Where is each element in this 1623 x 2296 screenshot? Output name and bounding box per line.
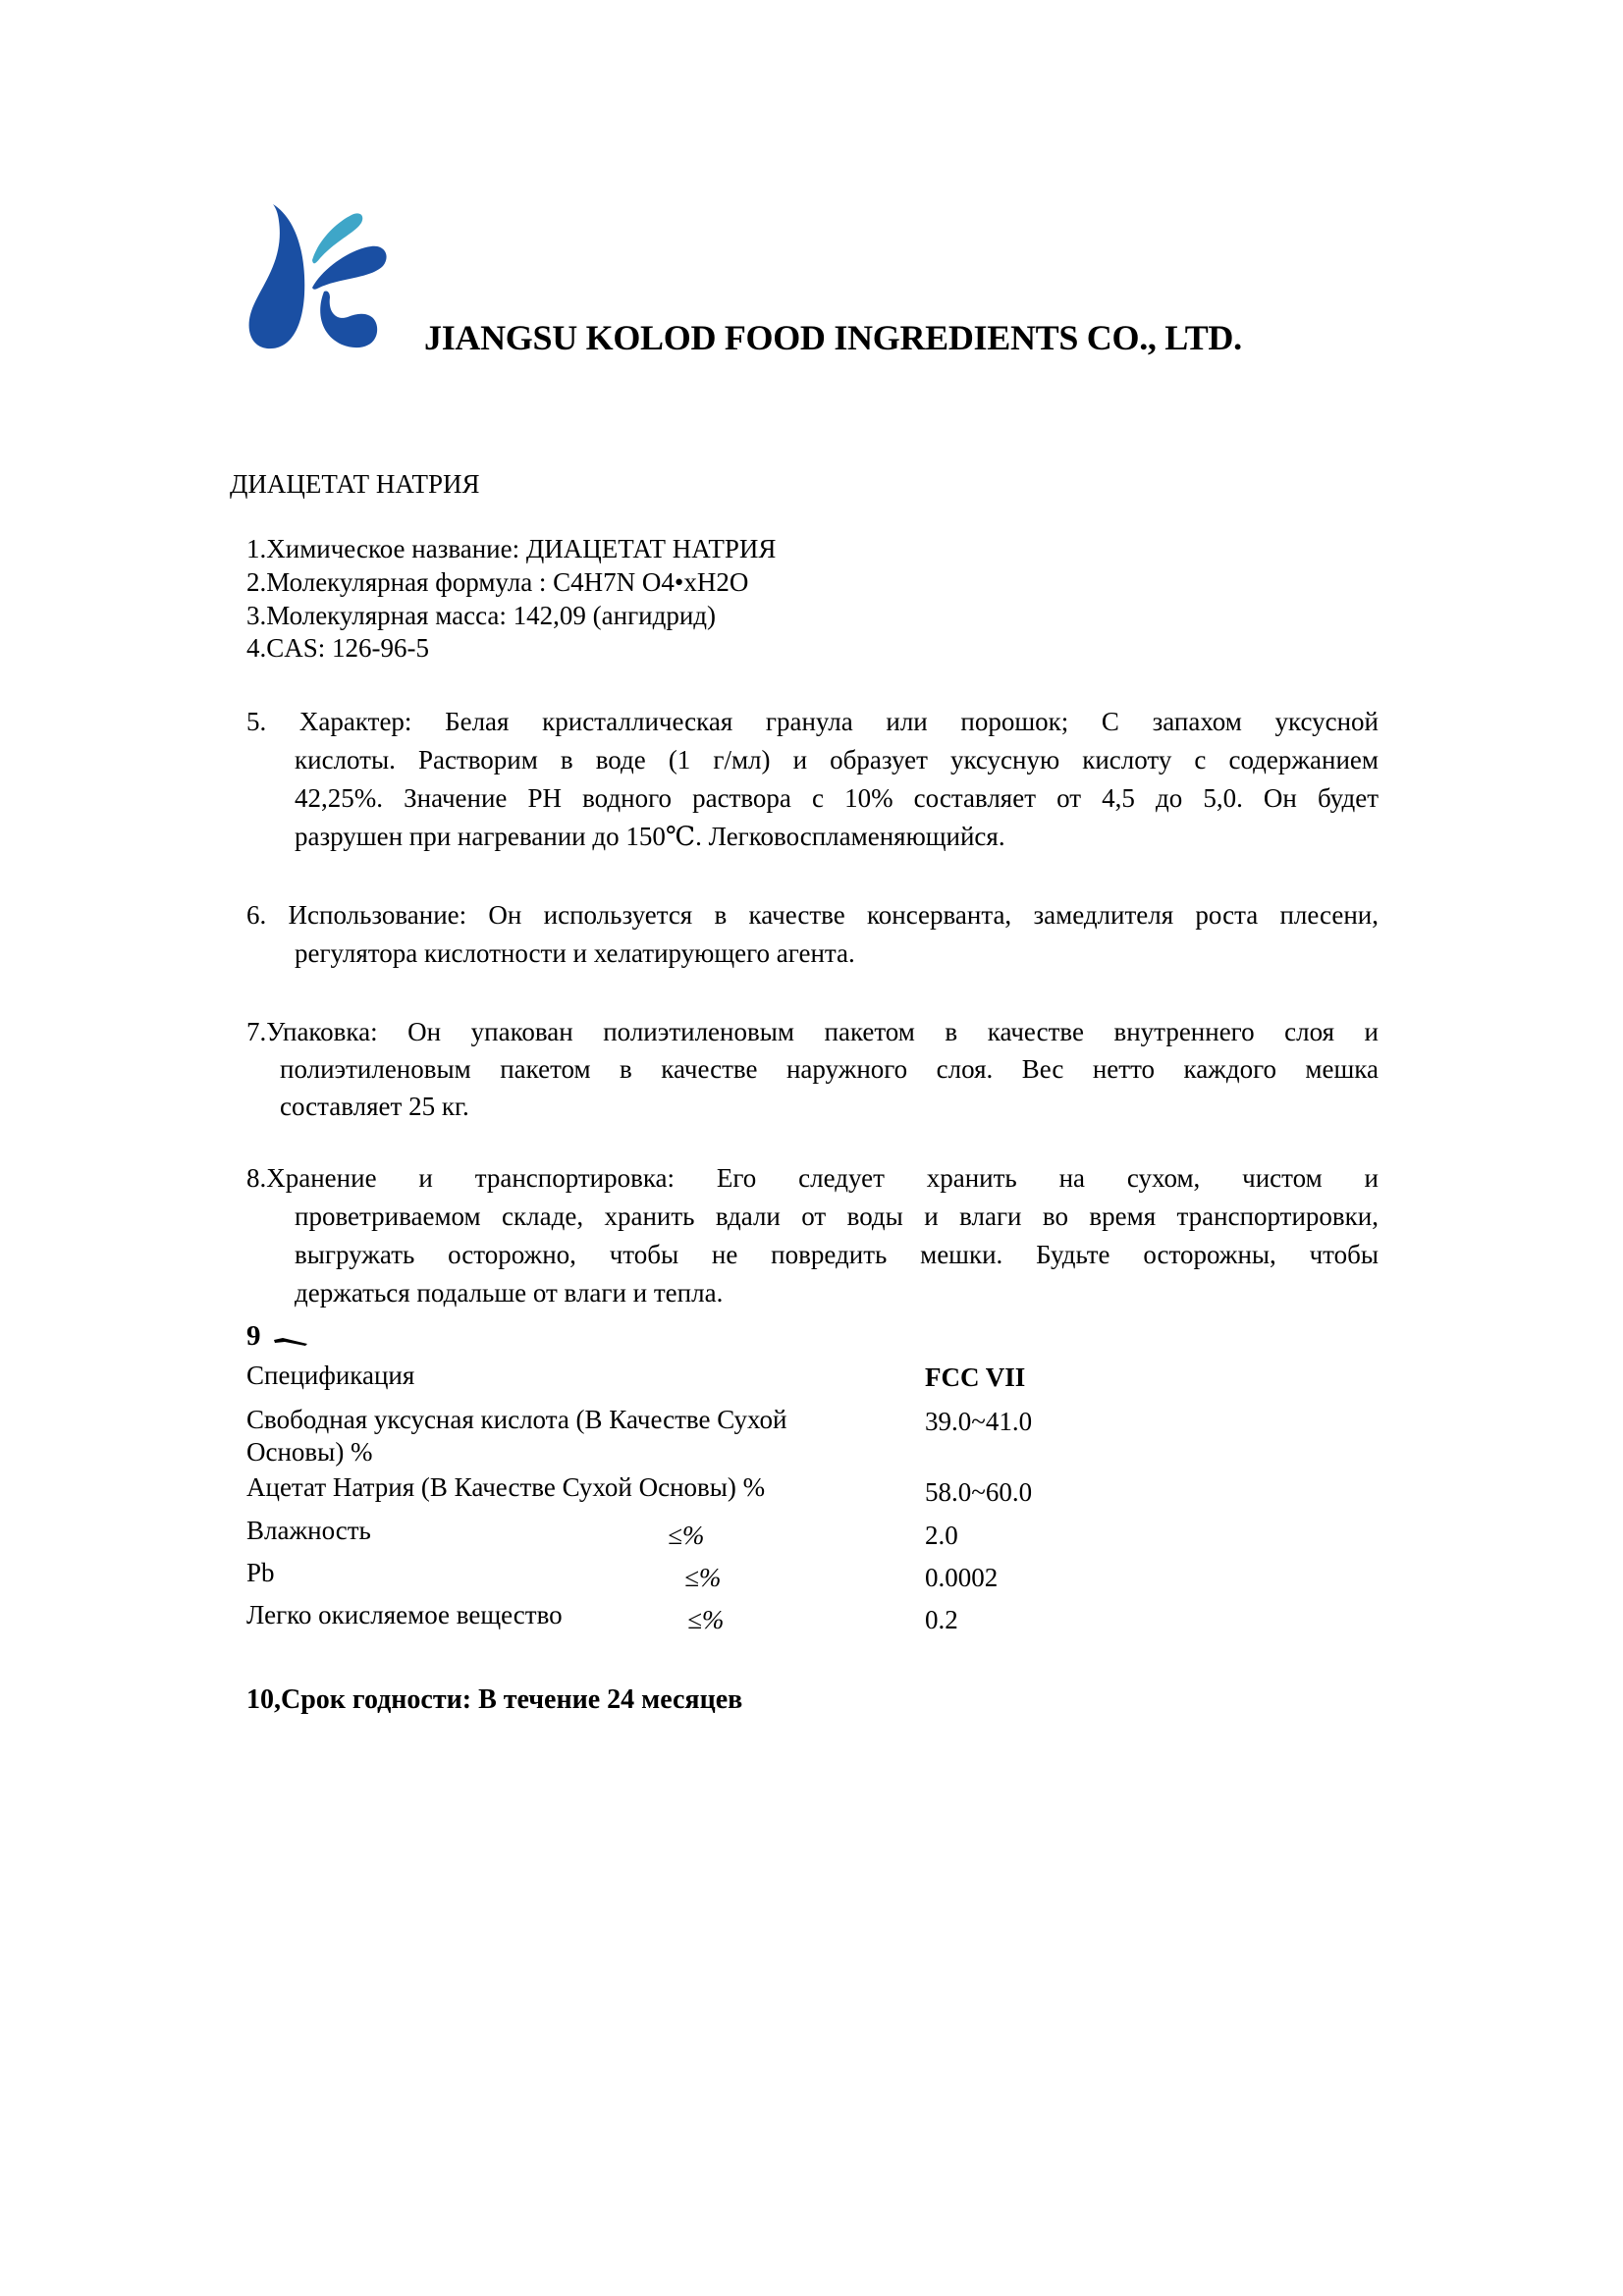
para8-line2: проветриваемом складе, хранить вдали от воды и влаги во время транспортировки, [295,1201,1379,1231]
para5-line4: разрушен при нагревании до 150℃. Легковоспламеняющийся. [295,822,1005,851]
para5-line1: 5. Характер: Белая кристаллическая гранула или порошок; С запахом уксусной [246,707,1379,736]
spec-label-cont: Основы) % [246,1437,373,1467]
dash-mark-icon [273,1337,308,1347]
para8-line4: держаться подальше от влаги и тепла. [295,1278,724,1308]
para8-line1: 8.Хранение и транспортировка: Его следует хранить на сухом, чистом и [246,1163,1379,1193]
spec-value: 2.0 [925,1521,958,1550]
para6-line2: регулятора кислотности и хелатирующего агента. [295,938,855,968]
shelf-life: 10,Срок годности: В течение 24 месяцев [246,1684,743,1715]
paragraph-storage [246,1159,1379,1312]
company-logo [245,201,403,356]
spec-limit: ≤% [687,1605,725,1634]
para7-line1: 7.Упаковка: Он упакован полиэтиленовым пакетом в качестве внутреннего слоя и [246,1017,1379,1046]
item-molecular-mass: 3.Молекулярная масса: 142,09 (ангидрид) [246,601,717,630]
para7-line3: составляет 25 кг. [280,1092,469,1121]
para7-line2: полиэтиленовым пакетом в качестве наружного слоя. Вес нетто каждого мешка [280,1054,1379,1084]
item-molecular-formula: 2.Молекулярная формула : C4H7N O4•xH2O [246,567,749,597]
spec-header-label: Спецификация [246,1361,415,1390]
para5-line3: 42,25%. Значение PH водного раствора с 10% составляет от 4,5 до 5,0. Он будет [295,783,1379,813]
spec-header-value: FCC VII [925,1362,1026,1392]
spec-value: 0.2 [925,1605,958,1634]
paragraph-character [246,703,1379,856]
spec-value: 58.0~60.0 [925,1477,1033,1507]
spec-label: Ацетат Натрия (В Качестве Сухой Основы) % [246,1472,766,1502]
document-title: ДИАЦЕТАТ НАТРИЯ [230,469,480,499]
spec-limit: ≤% [684,1563,722,1592]
section-9-number: 9 [246,1320,261,1352]
item-cas: 4.CAS: 126-96-5 [246,633,430,663]
company-name: JIANGSU KOLOD FOOD INGREDIENTS CO., LTD. [424,318,1242,357]
spec-limit: ≤% [668,1521,705,1550]
logo-left-drop [249,204,305,348]
para5-line2: кислоты. Растворим в воде (1 г/мл) и образует уксусную кислоту с содержанием [295,745,1379,774]
spec-label: Pb [246,1558,275,1587]
spec-value: 0.0002 [925,1563,999,1592]
spec-label: Легко окисляемое вещество [246,1600,563,1629]
paragraph-packaging [246,1013,1379,1125]
logo-lower-right-drop [320,291,377,347]
item-chemical-name: 1.Химическое название: ДИАЦЕТАТ НАТРИЯ [246,534,777,563]
para6-line1: 6. Использование: Он используется в качестве консерванта, замедлителя роста плесени, [246,900,1379,930]
spec-value: 39.0~41.0 [925,1407,1033,1436]
spec-label: Свободная уксусная кислота (В Качестве Сухой [246,1405,787,1434]
paragraph-usage [246,896,1379,973]
spec-label: Влажность [246,1516,371,1545]
para8-line3: выгружать осторожно, чтобы не повредить мешки. Будьте осторожны, чтобы [295,1240,1379,1269]
